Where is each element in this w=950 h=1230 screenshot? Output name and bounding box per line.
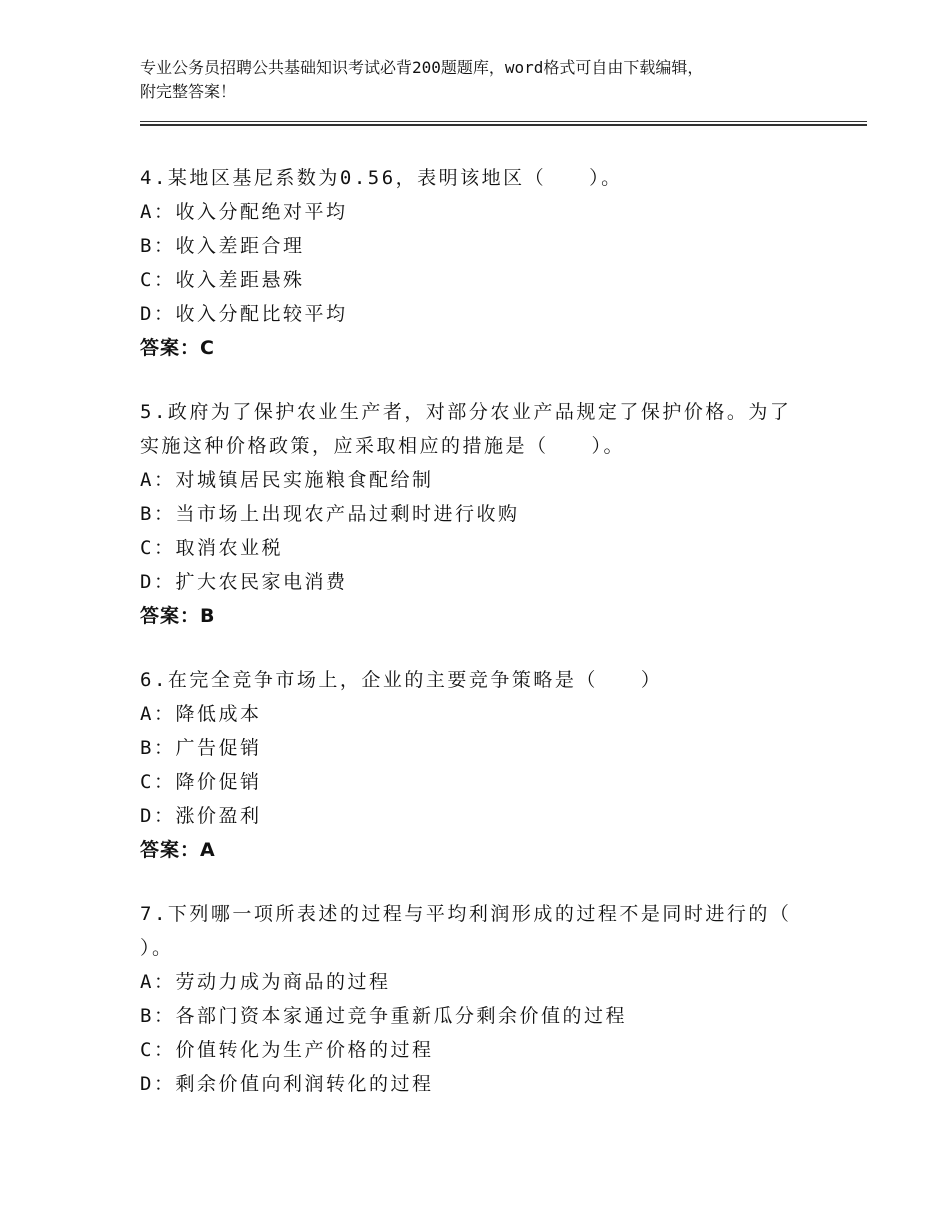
option-b: B：当市场上出现农产品过剩时进行收购 [140,503,520,525]
question-7 [140,897,820,1101]
option-b: B：广告促销 [140,737,262,759]
option-b: B：收入差距合理 [140,235,305,257]
option-c: C：价值转化为生产价格的过程 [140,1039,434,1061]
option-d: D：收入分配比较平均 [140,303,348,325]
header-divider-thick [140,124,867,126]
header-line-2: 附完整答案！ [140,82,237,101]
question-text: 7.下列哪一项所表述的过程与平均利润形成的过程不是同时进行的（ [140,903,792,925]
header-divider-thin [140,121,867,122]
option-a: A：降低成本 [140,703,262,725]
question-4 [140,161,820,365]
option-d: D：剩余价值向利润转化的过程 [140,1073,434,1095]
option-d: D：扩大农民家电消费 [140,571,348,593]
option-a: A：对城镇居民实施粮食配给制 [140,469,434,491]
question-6 [140,663,820,867]
answer: 答案：B [140,605,216,627]
option-c: C：降价促销 [140,771,262,793]
question-text: 5.政府为了保护农业生产者，对部分农业产品规定了保护价格。为了 [140,401,792,423]
question-text-continued: 实施这种价格政策，应采取相应的措施是（ ）。 [140,435,626,457]
answer: 答案：A [140,839,216,861]
document-header [140,56,840,104]
header-line-1: 专业公务员招聘公共基础知识考试必背200题题库，word格式可自由下载编辑， [140,58,704,77]
option-a: A：劳动力成为商品的过程 [140,971,391,993]
answer: 答案：C [140,337,215,359]
question-list [140,161,820,1131]
question-text: 6.在完全竞争市场上，企业的主要竞争策略是（ ） [140,669,663,691]
option-c: C：收入差距悬殊 [140,269,305,291]
question-text-continued: ）。 [140,937,174,959]
option-d: D：涨价盈利 [140,805,262,827]
option-c: C：取消农业税 [140,537,283,559]
question-5 [140,395,820,633]
option-b: B：各部门资本家通过竞争重新瓜分剩余价值的过程 [140,1005,627,1027]
question-text: 4.某地区基尼系数为0.56，表明该地区（ ）。 [140,167,623,189]
option-a: A：收入分配绝对平均 [140,201,348,223]
